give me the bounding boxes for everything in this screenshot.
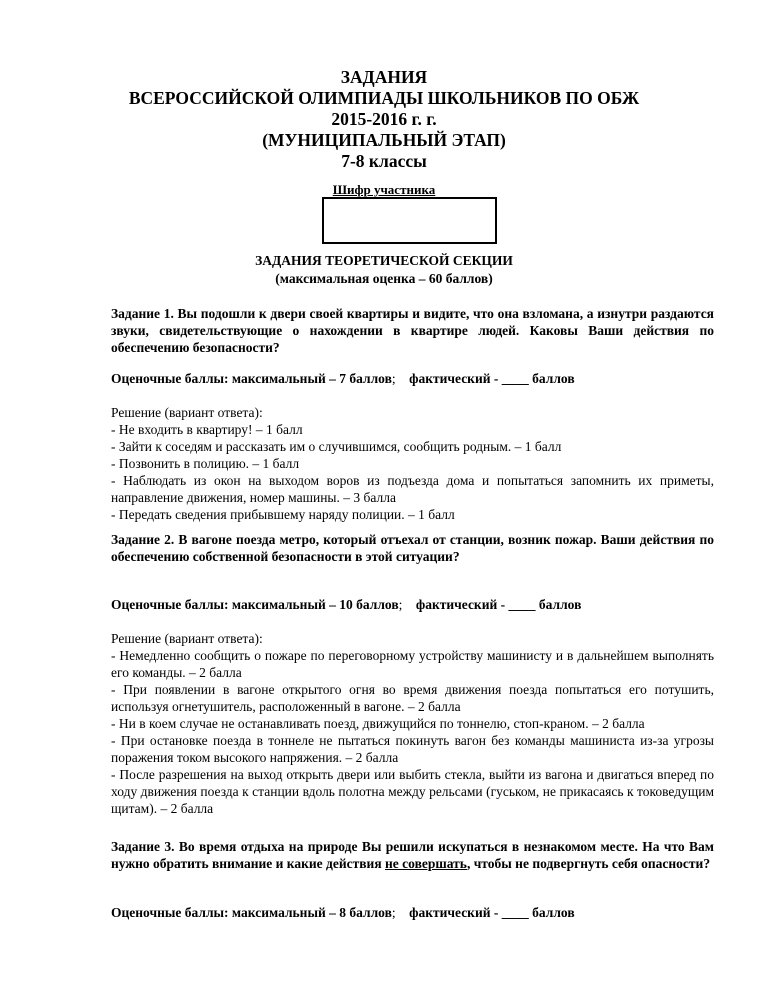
task2-solution — [111, 630, 714, 817]
cipher-input-box[interactable] — [322, 197, 497, 244]
task2-score-actual: фактический - ____ баллов — [415, 597, 582, 612]
section-heading — [0, 252, 768, 288]
cipher-label: Шифр участника — [332, 182, 436, 197]
task2-answer: - При остановке поезда в тоннеле не пытаться покинуть вагон без команды машиниста из-за угрозы поражения током высокого напряжения. – 2 балла — [111, 733, 714, 765]
task3-score-max: Оценочные баллы: максимальный – 8 баллов — [111, 905, 392, 920]
header-line-1: ЗАДАНИЯ — [340, 67, 428, 87]
task3-question-end: , чтобы не подвергнуть себя опасности? — [466, 856, 711, 871]
task1-score-max: Оценочные баллы: максимальный – 7 баллов — [111, 371, 392, 386]
task1-answer: - Передать сведения прибывшему наряду полиции. – 1 балл — [111, 507, 455, 522]
task2-answer: - При появлении в вагоне открытого огня во время движения поезда попытаться его потушить, используя огнетушитель, расположенный в вагоне. – 2 балла — [111, 682, 714, 714]
task2-answer: - Немедленно сообщить о пожаре по переговорному устройству машинисту и в дальнейшем выполнять его команды. – 2 балла — [111, 648, 714, 680]
task1-answer: - Наблюдать из окон на выходом воров из подъезда дома и попытаться запомнить их приметы, направление движения, номер машины. – 3 балла — [111, 473, 714, 505]
task1-answer: - Не входить в квартиру! – 1 балл — [111, 422, 303, 437]
task3-score-actual: фактический - ____ баллов — [409, 905, 575, 920]
section-subtitle: (максимальная оценка – 60 баллов) — [275, 271, 493, 286]
header-line-5: 7-8 классы — [341, 151, 427, 171]
header-line-4: (МУНИЦИПАЛЬНЫЙ ЭТАП) — [262, 130, 506, 150]
task1-score-line — [111, 371, 575, 387]
task1-score-separator: ; — [391, 371, 396, 386]
task3-score-separator: ; — [391, 905, 396, 920]
task2-score-separator: ; — [398, 597, 403, 612]
task3-question-start: Задание 3. Во время отдыха на природе Вы решили искупаться в незнакомом месте. На что Вам нужно обратить внимание и какие действия — [111, 839, 714, 871]
task2-answer: - После разрешения на выход открыть двери или выбить стекла, выйти из вагона и двигаться вперед по ходу движения поезда к станции вдоль полотна между рельсами (гуськом, не прикасаясь к токоведущим щитам). – 2 балла — [111, 767, 714, 816]
task3-question — [111, 838, 714, 872]
task3-score-line — [111, 905, 575, 921]
task1-answer: - Зайти к соседям и рассказать им о случившимся, сообщить родным. – 1 балл — [111, 439, 562, 454]
task1-solution-title: Решение (вариант ответа): — [111, 405, 263, 420]
header-line-2: ВСЕРОССИЙСКОЙ ОЛИМПИАДЫ ШКОЛЬНИКОВ ПО ОБЖ — [128, 88, 640, 108]
task1-answer: - Позвонить в полицию. – 1 балл — [111, 456, 300, 471]
task3-question-emphasis: не совершать — [385, 856, 467, 871]
header-line-3: 2015-2016 г. г. — [331, 109, 437, 129]
task1-question: Задание 1. Вы подошли к двери своей квартиры и видите, что она взломана, а изнутри раздаются звуки, свидетельствующие о нахождении в квартире людей. Каковы Ваши действия по обеспечению безопасности? — [111, 306, 714, 355]
task2-score-line — [111, 597, 581, 613]
task2-answer: - Ни в коем случае не останавливать поезд, движущийся по тоннелю, стоп-краном. – 2 балла — [111, 716, 645, 731]
task2-question: Задание 2. В вагоне поезда метро, который отъехал от станции, возник пожар. Ваши действия по обеспечению собственной безопасности в этой ситуации? — [111, 532, 714, 564]
section-title: ЗАДАНИЯ ТЕОРЕТИЧЕСКОЙ СЕКЦИИ — [255, 253, 513, 268]
document-header — [0, 67, 768, 172]
task1-solution — [111, 404, 714, 523]
task2-score-max: Оценочные баллы: максимальный – 10 баллов — [111, 597, 399, 612]
task2-solution-title: Решение (вариант ответа): — [111, 631, 263, 646]
task1-score-actual: фактический - ____ баллов — [409, 371, 575, 386]
